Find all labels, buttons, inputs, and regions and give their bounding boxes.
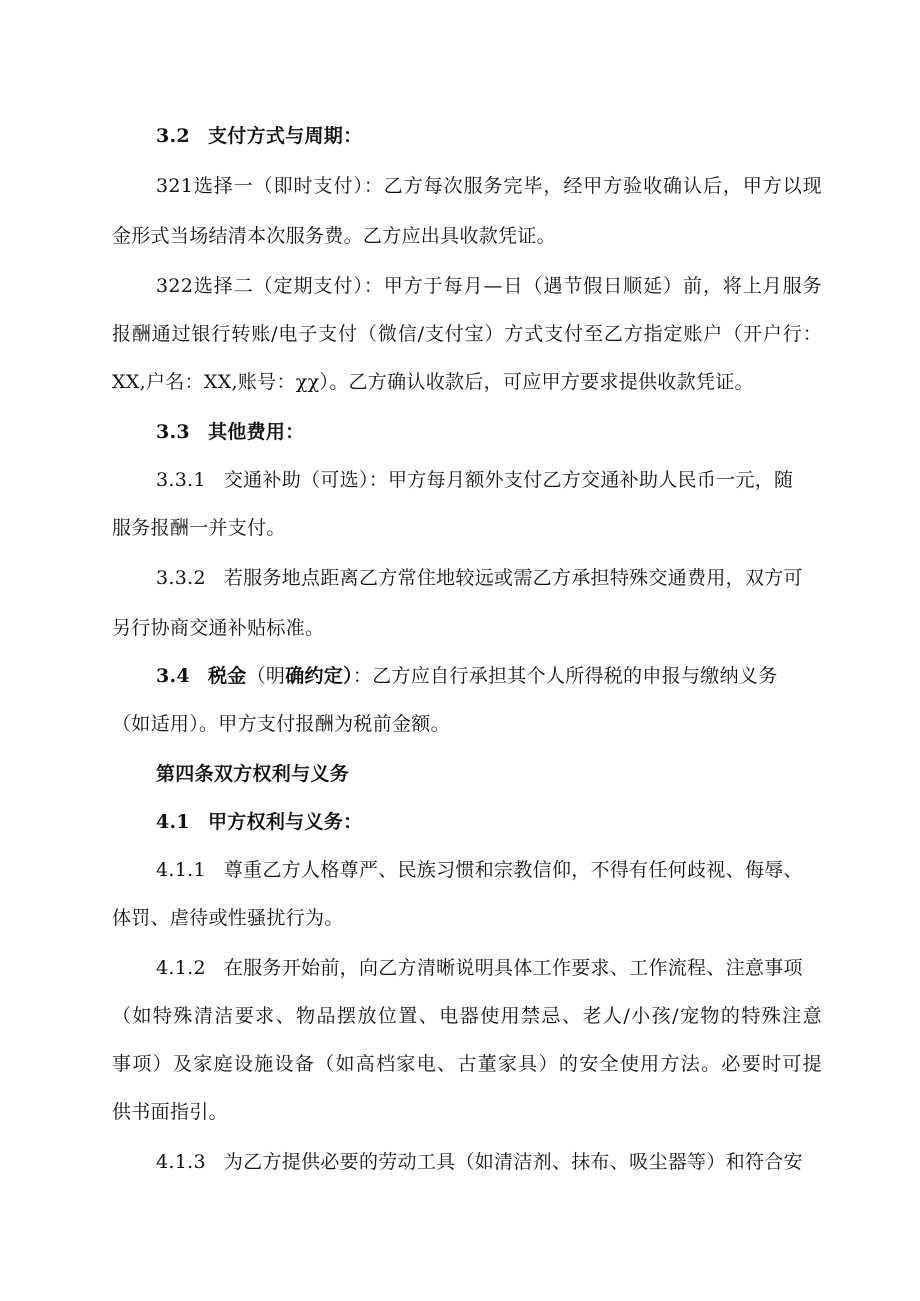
clause-text: 尊重乙方人格尊严、民族习惯和宗教信仰，不得有任何歧视、侮辱、 (223, 859, 803, 881)
paragraph-412-line-1 (156, 956, 803, 980)
section-text: ：乙方应自行承担其个人所得税的申报与缴纳义务 (352, 665, 778, 687)
paragraph-412-line-2: （如特殊清洁要求、物品摆放位置、电器使用禁忌、老人/小孩/宠物的特殊注意 (112, 1005, 822, 1027)
paragraph-332-line-1 (156, 566, 803, 590)
section-title-a: 税金 (207, 665, 247, 687)
paragraph-413-line-1 (156, 1150, 803, 1174)
section-number: 3.4 (156, 665, 190, 687)
paragraph-331-line-2: 服务报酬一并支付。 (112, 517, 286, 539)
section-4-1-heading (156, 810, 362, 834)
clause-number: 3.3.2 (156, 567, 206, 589)
section-3-3-heading (156, 420, 304, 444)
section-3-4-line-1 (156, 664, 778, 688)
section-title: 甲方权利与义务： (207, 811, 363, 833)
paragraph-412-line-4: 供书面指引。 (112, 1101, 228, 1123)
paragraph-411-line-2: 体罚、虐待或性骚扰行为。 (112, 907, 344, 929)
section-number: 4.1 (156, 811, 190, 833)
paragraph-411-line-1 (156, 858, 803, 882)
paragraph-321-line-1: 321选择一（即时支付）：乙方每次服务完毕，经甲方验收确认后，甲方以现 (156, 175, 822, 197)
section-title: 其他费用： (207, 421, 305, 443)
clause-text: 为乙方提供必要的劳动工具（如清洁剂、抹布、吸尘器等）和符合安 (223, 1151, 803, 1173)
section-title-b: （明 (246, 665, 286, 687)
paragraph-332-line-2: 另行协商交通补贴标准。 (112, 617, 325, 639)
clause-text: 在服务开始前，向乙方清晰说明具体工作要求、工作流程、注意事项 (223, 957, 803, 979)
article-4-heading: 第四条双方权利与义务 (156, 763, 350, 785)
paragraph-322-line-3: XX,户名：XX,账号：χχ）。乙方确认收款后，可应甲方要求提供收款凭证。 (112, 371, 754, 393)
paragraph-321-line-2: 金形式当场结清本次服务费。乙方应出具收款凭证。 (112, 225, 556, 247)
clause-text: 交通补助（可选）：甲方每月额外支付乙方交通补助人民币一元，随 (223, 469, 794, 491)
section-title: 支付方式与周期： (207, 125, 363, 147)
section-title-c: 确约定） (285, 665, 353, 687)
clause-number: 4.1.3 (156, 1151, 206, 1173)
section-3-4-line-2: （如适用）。甲方支付报酬为税前金额。 (112, 713, 450, 735)
paragraph-412-line-3: 事项）及家庭设施设备（如高档家电、古董家具）的安全使用方法。必要时可提 (112, 1053, 822, 1075)
clause-number: 4.1.1 (156, 859, 206, 881)
clause-number: 4.1.2 (156, 957, 206, 979)
clause-text: 若服务地点距离乙方常住地较远或需乙方承担特殊交通费用，双方可 (223, 567, 803, 589)
section-3-2-heading (156, 124, 362, 148)
clause-number: 3.3.1 (156, 469, 206, 491)
paragraph-331-line-1 (156, 468, 793, 492)
section-number: 3.3 (156, 421, 190, 443)
paragraph-322-line-1: 322选择二（定期支付）：甲方于每月—日（遇节假日顺延）前，将上月服务 (156, 275, 822, 297)
section-number: 3.2 (156, 125, 190, 147)
paragraph-322-line-2: 报酬通过银行转账/电子支付（微信/支付宝）方式支付至乙方指定账户（开户行： (112, 323, 822, 345)
